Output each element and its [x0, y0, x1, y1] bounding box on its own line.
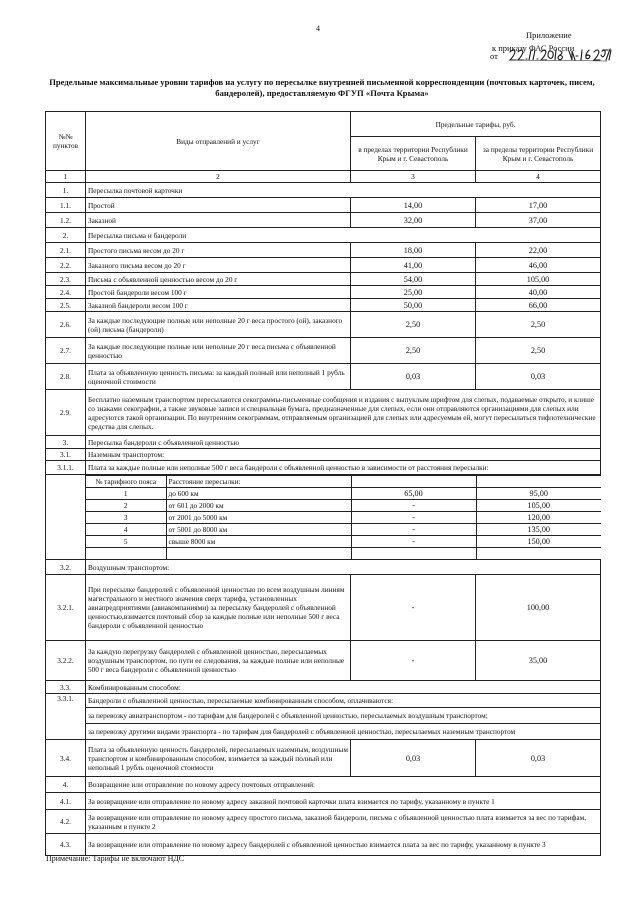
- row-num: 2.: [46, 228, 86, 243]
- row-text: Заказной: [86, 213, 351, 228]
- document-title: Предельные максимальные уровни тарифов на услугу по пересылке внутренней письменной корреспонденции (почтовых карточек, писем, бандеролей), предоставляемую ФГУП «Почта Крыма»: [49, 77, 595, 98]
- zone-value-crimea: -: [351, 536, 476, 548]
- row-num: 3.2.2.: [46, 641, 86, 681]
- row-value-outside: 17,00: [476, 198, 601, 213]
- zone-value-outside: 95,00: [476, 488, 601, 500]
- zone-value-crimea: -: [351, 512, 476, 524]
- header-index-2: 2: [86, 171, 351, 183]
- row-value-crimea: -: [351, 575, 476, 641]
- header-index-4: 4: [476, 171, 601, 183]
- zone-distance: от 2001 до 5000 км: [166, 512, 351, 524]
- page-number: 4: [316, 24, 320, 33]
- row-num: 3.3.1.: [46, 694, 86, 740]
- row-text: Бесплатно наземным транспортом пересылаются секограммы-письменные сообщения и издания с выпуклым шрифтом для слепых, подаваемые открыто, и клише со знаками секографии, а также звуковые записи и специальная бумага, предназначенные для слепых, если они отправляются организациями для слепых или адресуются такой организации. По внутренним секограммам, отправляемым организацией для слепых или адресуемым ей, могут пересылаться тифлотехнические средства для слепых.: [86, 390, 601, 436]
- tariff-table: [45, 111, 601, 856]
- row-value-crimea: -: [351, 641, 476, 681]
- row-text: Плата за каждые полные или неполные 500 г веса бандероли с объявленной ценностью в зависимости от расстояния пересылки:: [86, 461, 601, 475]
- row-value-outside: 40,00: [476, 286, 601, 299]
- row-value-outside: 100,00: [476, 575, 601, 641]
- row-line: за перевозку другими видами транспорта - по тарифам для бандеролей с объявленной ценностью, пересылаемых наземным транспортом: [86, 724, 601, 740]
- footnote: Примечание: Тарифы не включают НДС: [46, 854, 185, 863]
- row-value-outside: 2,50: [476, 312, 601, 338]
- row-text: Пересылка почтовой карточки: [86, 183, 601, 198]
- zone-number: 1: [86, 488, 166, 500]
- zone-value-crimea: 65,00: [351, 488, 476, 500]
- zone-distance: от 601 до 2000 км: [166, 500, 351, 512]
- row-text: За каждые последующие полные или неполные 20 г веса письма с объявленной ценностью: [86, 338, 351, 364]
- zone-value-outside: 120,00: [476, 512, 601, 524]
- zone-header: № тарифного пояса: [86, 476, 166, 488]
- row-value-crimea: 0,03: [351, 364, 476, 390]
- distance-header: Расстояние пересылки:: [166, 476, 351, 488]
- row-text: Плата за объявленную ценность бандеролей, пересылаемых наземным, воздушным транспортом и комбинированным способом, взимается за каждый полный или неполный 1 рубль оценочной стоимости: [86, 740, 351, 777]
- row-text: Наземным транспортом:: [86, 449, 601, 461]
- row-num: 2.5.: [46, 299, 86, 312]
- row-line: за перевозку авиатранспортом - по тарифам для бандеролей с объявленной ценностью, пересылаемых воздушным транспортом;: [86, 708, 601, 724]
- row-num: 3.1.: [46, 449, 86, 461]
- row-num: 3.2.1.: [46, 575, 86, 641]
- row-value-crimea: 41,00: [351, 258, 476, 273]
- row-value-outside: 37,00: [476, 213, 601, 228]
- header-tariffs: Предельные тарифы, руб.: [351, 112, 601, 137]
- row-num: 1.2.: [46, 213, 86, 228]
- row-num: 2.8.: [46, 364, 86, 390]
- row-text: За возвращение или отправление по новому адресу заказной почтовой карточки плата взимается по тарифу, указанному в пункте 1: [86, 793, 601, 810]
- header-type: Виды отправлений и услуг: [86, 112, 351, 171]
- zone-number: 2: [86, 500, 166, 512]
- row-num: 3.3.: [46, 681, 86, 694]
- row-num: 4.: [46, 777, 86, 793]
- row-num: 3.2.: [46, 560, 86, 575]
- row-num: 3.1.1.: [46, 461, 86, 475]
- zone-value-crimea: -: [351, 500, 476, 512]
- zone-number: 3: [86, 512, 166, 524]
- row-value-outside: 66,00: [476, 299, 601, 312]
- header-index-3: 3: [351, 171, 476, 183]
- order-date-prefix: от: [490, 51, 498, 61]
- distance-zone-table: [86, 475, 601, 559]
- zone-value-outside: 105,00: [476, 500, 601, 512]
- row-value-crimea: 2,50: [351, 338, 476, 364]
- row-num: 2.1.: [46, 243, 86, 258]
- row-text: Заказного письма весом до 20 г: [86, 258, 351, 273]
- zone-number: 4: [86, 524, 166, 536]
- row-text: Возвращение или отправление по новому адресу почтовых отправлений:: [86, 777, 601, 793]
- row-num: 4.3.: [46, 834, 86, 856]
- header-col3: в пределах территории Республики Крым и г. Севастополь: [351, 137, 476, 171]
- row-value-outside: 22,00: [476, 243, 601, 258]
- row-value-outside: 0,03: [476, 364, 601, 390]
- handwritten-date-number: [507, 46, 617, 64]
- row-text: Воздушным транспортом:: [86, 560, 601, 575]
- row-num: 2.9.: [46, 390, 86, 436]
- row-text: За каждую перегрузку бандеролей с объявленной ценностью, пересылаемых воздушным транспортом, по пути ее следования, за каждые полные или неполные 500 г веса бандероли с объявленной ценностью: [86, 641, 351, 681]
- zone-value-outside: 150,00: [476, 536, 601, 548]
- row-num: 4.2.: [46, 810, 86, 834]
- row-value-crimea: 14,00: [351, 198, 476, 213]
- zone-distance: от 5001 до 8000 км: [166, 524, 351, 536]
- row-text: Пересылка бандероли с объявленной ценностью: [86, 436, 601, 449]
- row-value-crimea: 32,00: [351, 213, 476, 228]
- row-value-outside: 35,00: [476, 641, 601, 681]
- zone-distance: до 600 км: [166, 488, 351, 500]
- order-reference: к приказу ФАС России: [492, 43, 575, 53]
- zone-value-outside: 135,00: [476, 524, 601, 536]
- row-value-outside: 105,00: [476, 273, 601, 286]
- row-text: Простой: [86, 198, 351, 213]
- row-num: 2.3.: [46, 273, 86, 286]
- header-index-1: 1: [46, 171, 86, 183]
- row-num: 3.4.: [46, 740, 86, 777]
- row-num: 2.7.: [46, 338, 86, 364]
- row-num: 2.2.: [46, 258, 86, 273]
- row-line: Бандероли с объявленной ценностью, пересылаемые комбинированным способом, оплачиваются:: [86, 694, 601, 708]
- appendix-label: Приложение: [526, 30, 572, 40]
- row-num: 2.4.: [46, 286, 86, 299]
- header-col4: за пределы территории Республики Крым и г. Севастополь: [476, 137, 601, 171]
- row-value-crimea: 54,00: [351, 273, 476, 286]
- row-num: 3.: [46, 436, 86, 449]
- row-num: 1.1.: [46, 198, 86, 213]
- row-value-crimea: 2,50: [351, 312, 476, 338]
- row-value-crimea: 0,03: [351, 740, 476, 777]
- row-text: Заказной бандероли весом 100 г: [86, 299, 351, 312]
- row-value-crimea: 50,00: [351, 299, 476, 312]
- row-num: 1.: [46, 183, 86, 198]
- row-text: Плата за объявленную ценность письма: за каждый полный или неполный 1 рубль оценочной стоимости: [86, 364, 351, 390]
- row-text: Комбинированным способом:: [86, 681, 601, 694]
- zone-value-crimea: -: [351, 524, 476, 536]
- row-text: Пересылка письма и бандероли: [86, 228, 601, 243]
- row-text: При пересылке бандеролей с объявленной ценностью по всем воздушным линиям магистрального и местного значения сверх тарифа, установленных авиапредприятиями (авиакомпаниями) за пересылку бандеролей с объявленной ценностью,взимается почтовый сбор за каждые полные или неполные 500 г веса бандероли с объявленной ценностью: [86, 575, 351, 641]
- row-num: 4.1.: [46, 793, 86, 810]
- row-text: Простого письма весом до 20 г: [86, 243, 351, 258]
- row-value-crimea: 18,00: [351, 243, 476, 258]
- row-value-outside: 46,00: [476, 258, 601, 273]
- row-value-outside: 2,50: [476, 338, 601, 364]
- header-num: №№ пунктов: [46, 112, 86, 171]
- row-text: За возвращение или отправление по новому адресу простого письма, заказной бандероли, письма с объявленной ценностью плата взимается за вес по тарифам, указанным в пункте 2: [86, 810, 601, 834]
- row-text: Письма с объявленной ценностью весом до 20 г: [86, 273, 351, 286]
- row-text: За возвращение или отправление по новому адресу бандеролей с объявленной ценностью взимается плата за вес по тарифу, указанному в пункте 3: [86, 834, 601, 856]
- row-text: Простой бандероли весом 100 г: [86, 286, 351, 299]
- row-value-crimea: 25,00: [351, 286, 476, 299]
- row-num: 2.6.: [46, 312, 86, 338]
- row-value-outside: 0,03: [476, 740, 601, 777]
- zone-distance: свыше 8000 км: [166, 536, 351, 548]
- row-text: За каждые последующие полные или неполные 20 г веса простого (ой), заказного (ой) письма (бандероли): [86, 312, 351, 338]
- zone-number: 5: [86, 536, 166, 548]
- distance-zone-table-wrap: [86, 475, 601, 560]
